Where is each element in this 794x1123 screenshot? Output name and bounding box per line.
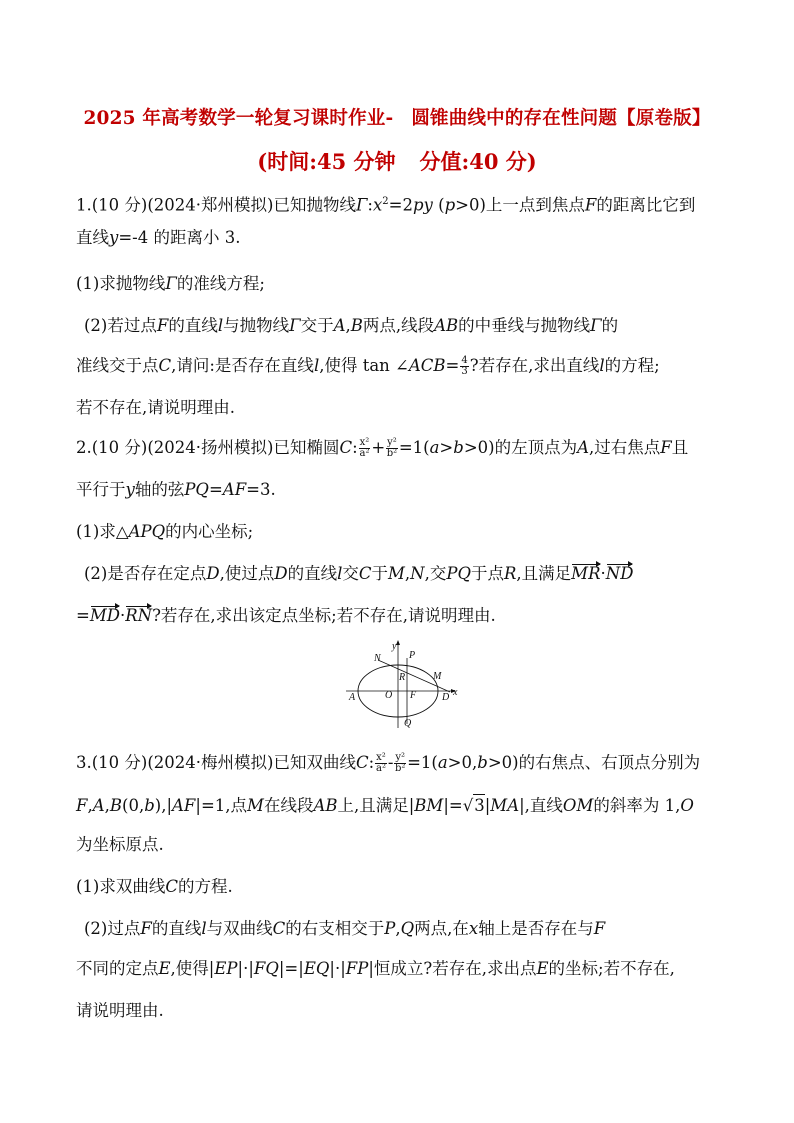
title-right: 圆锥曲线中的存在性问题【原卷版】 (411, 108, 711, 129)
y-axis-arrow (396, 640, 400, 645)
label-N: N (374, 653, 381, 664)
label-F: F (410, 690, 417, 701)
q1-part-2-line-3: 若不存在,请说明理由. (76, 398, 235, 417)
fraction-4-3: $\frac{4}{3}$ (461, 355, 468, 377)
page-title (0, 104, 794, 130)
time-label: (时间:45 分钟 (257, 149, 396, 174)
q1-part-1: (1)求抛物线Γ的准线方程; (76, 274, 265, 293)
q3-line-1: 3.(10 分)(2024·梅州模拟)已知双曲线C: $\frac{\text{x²}}{\text{a²}}$ - $\frac{\text{y²}}{\text{b²}}$ =1(a>0,b>0)的右焦点、右顶点分别为 (76, 752, 701, 774)
q3-part-1: (1)求双曲线C的方程. (76, 877, 233, 896)
q3-part-2-line-3: 请说明理由. (76, 1001, 164, 1020)
vector-MR: MR (571, 564, 601, 583)
label-R: R (399, 672, 406, 683)
label-M: M (433, 671, 442, 682)
q2-part-2-line-2: =MD·RN?若存在,求出该定点坐标;若不存在,请说明理由. (76, 606, 496, 625)
label-y: y (392, 641, 397, 652)
q3-part-2: (2)过点F的直线l与双曲线C的右支相交于P,Q两点,在x轴上是否存在与F (84, 919, 606, 938)
q1-part-2-line-2: 准线交于点C,请问:是否存在直线l,使得 tan ∠ACB= $\frac{4}{3}$ ?若存在,求出直线l的方程; (76, 355, 660, 377)
ellipse-figure (338, 636, 468, 728)
fraction-x2-a2: $\frac{\text{x²}}{\text{a²}}$ (375, 752, 386, 774)
vector-ND: ND (605, 564, 634, 583)
q1-line-1: 1.(10 分)(2024·郑州模拟)已知抛物线$\Gamma:x^2=2py$ (p>0)上一点到焦点F的距离比它到 (76, 195, 696, 215)
fraction-y2-b2: $\frac{\text{y²}}{\text{b²}}$ (395, 752, 406, 774)
title-left: 2025 年高考数学一轮复习课时作业- (83, 108, 394, 129)
q2-part-2: (2)是否存在定点D,使过点D的直线l交C于M,N,交PQ于点R,且满足MR·ND (84, 564, 634, 583)
sqrt-3: 3 (474, 796, 485, 815)
label-D: D (442, 692, 450, 703)
label-x: x (453, 687, 458, 698)
q1-line-2: 直线y=-4 的距离小 3. (76, 228, 241, 247)
q3-line-2: F,A,B(0,b),|AF|=1,点M在线段AB上,且满足|BM|=√3|MA|,直线OM的斜率为 1,O (76, 796, 694, 815)
q3-line-3: 为坐标原点. (76, 835, 164, 854)
q2-line-2: 平行于y轴的弦PQ=AF=3. (76, 480, 276, 499)
label-O: O (385, 690, 393, 701)
q3-part-2-line-2: 不同的定点E,使得|EP|·|FQ|=|EQ|·|FP|恒成立?若存在,求出点E的坐标;若不存在, (76, 959, 675, 978)
vector-RN: RN (125, 606, 153, 625)
label-Q: Q (404, 718, 412, 728)
q1-part-2: (2)若过点F的直线l与抛物线Γ交于A,B两点,线段AB的中垂线与抛物线Γ的 (84, 316, 619, 335)
score-label: 分值:40 分) (419, 149, 537, 174)
fraction-y2-b2: $\frac{\text{y²}}{\text{b²}}$ (386, 437, 398, 459)
page-subtitle (0, 146, 794, 176)
vector-MD: MD (89, 606, 120, 625)
label-A: A (349, 692, 356, 703)
label-P: P (409, 650, 416, 661)
q2-line-1: 2.(10 分)(2024·扬州模拟)已知椭圆C: $\frac{\text{x²}}{\text{a²}}$ + $\frac{\text{y²}}{\text{b²}}$ =1(a>b>0)的左顶点为A,过右焦点F且 (76, 437, 689, 459)
q2-part-1: (1)求△APQ的内心坐标; (76, 522, 254, 541)
fraction-x2-a2: $\frac{\text{x²}}{\text{a²}}$ (359, 437, 370, 459)
